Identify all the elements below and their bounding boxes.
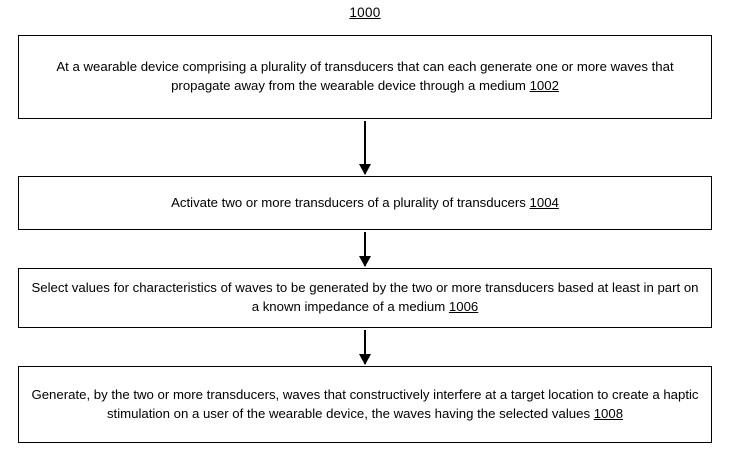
flowchart-step-1004 — [18, 176, 712, 230]
flowchart-step-1006 — [18, 268, 712, 328]
arrow-1006-to-1008 — [364, 330, 366, 364]
step-1004-body: Activate two or more transducers of a plurality of transducers — [171, 194, 530, 210]
arrow-1002-to-1004 — [364, 121, 366, 174]
arrow-1004-to-1006 — [364, 232, 366, 266]
step-1008-text — [31, 386, 699, 423]
step-1002-body: At a wearable device comprising a plurality of transducers that can each generate one or more waves that propagate away from the wearable device through a medium — [56, 59, 674, 93]
step-1006-reference: 1006 — [448, 299, 479, 314]
step-1008-reference: 1008 — [593, 405, 624, 421]
figure-number-label: 1000 — [349, 5, 381, 20]
step-1004-text — [31, 194, 699, 213]
flowchart-step-1002 — [18, 35, 712, 119]
flowchart-step-1008 — [18, 366, 712, 443]
step-1006-text — [31, 279, 699, 316]
figure-number — [0, 5, 730, 20]
step-1002-text — [31, 58, 699, 95]
step-1006-body: Select values for characteristics of waves to be generated by the two or more transducers based at least in part on a known impedance of a medium — [31, 280, 699, 314]
step-1002-reference: 1002 — [529, 78, 559, 93]
step-1008-body: Generate, by the two or more transducers, waves that constructively interfere at a target location to create a haptic stimulation on a user of the wearable device, the waves having the selected values — [31, 386, 699, 421]
step-1004-reference: 1004 — [529, 194, 559, 210]
